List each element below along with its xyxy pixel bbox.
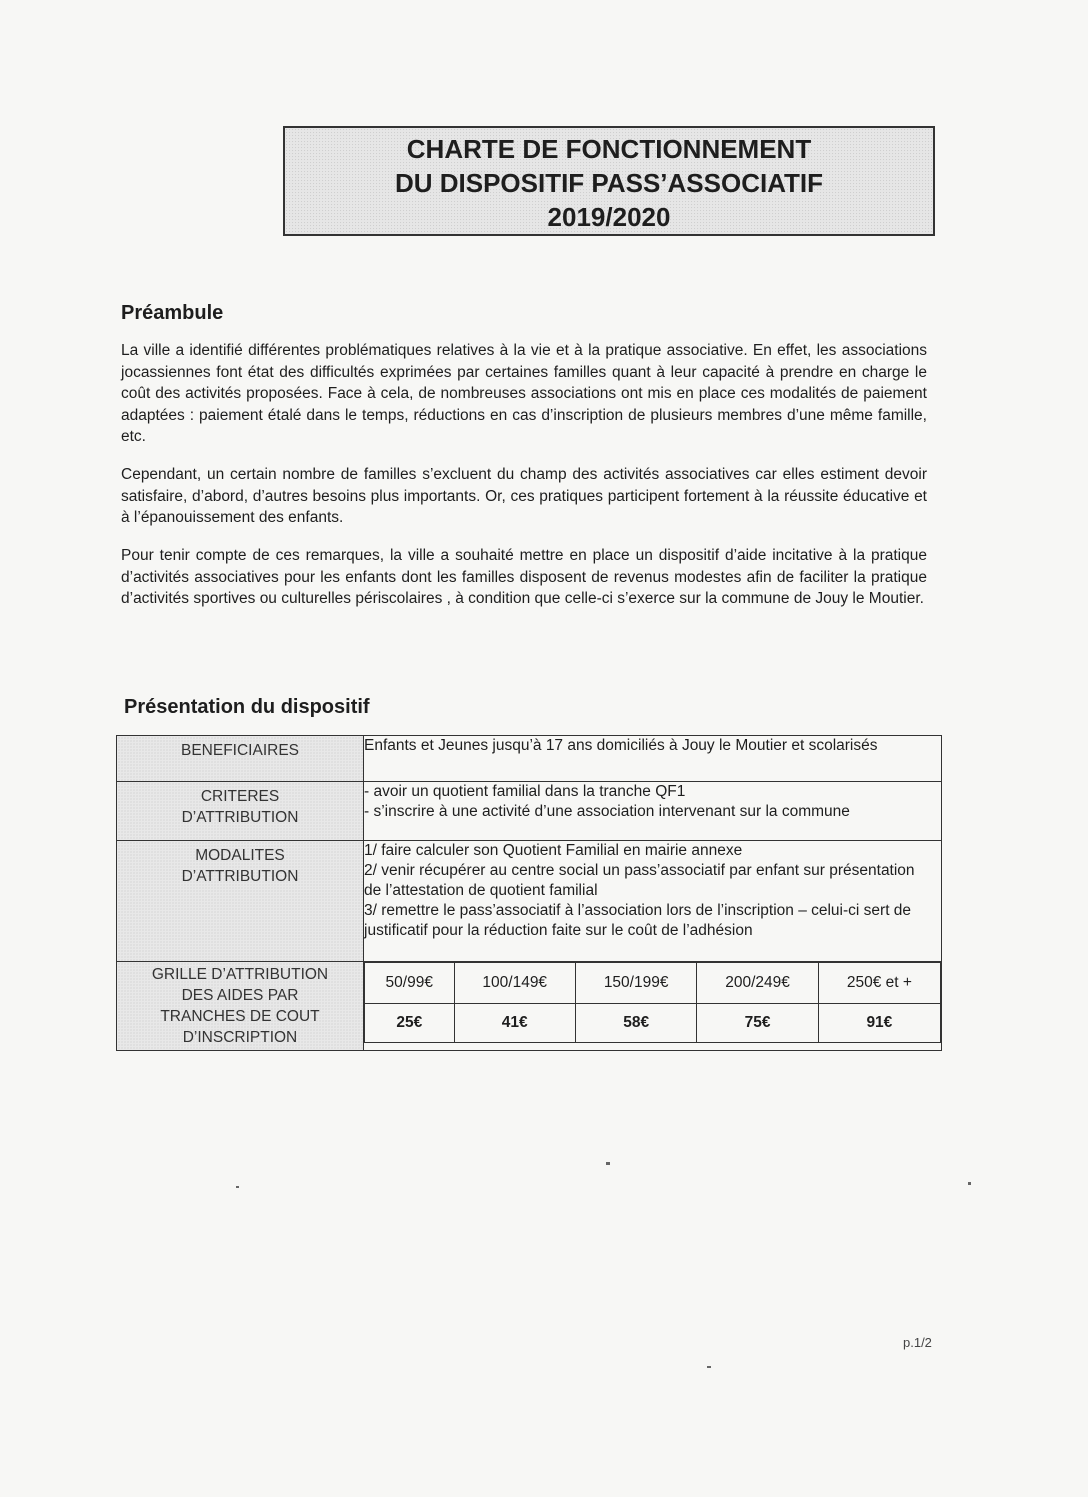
aide-1: 25€ <box>365 1004 455 1043</box>
scan-speck <box>707 1366 711 1368</box>
modalites-value-cell <box>364 841 942 962</box>
tranche-2: 100/149€ <box>454 963 575 1004</box>
aide-2: 41€ <box>454 1004 575 1043</box>
scan-speck <box>968 1182 971 1185</box>
criteres-label-cell <box>117 782 364 841</box>
table-row-grille <box>117 962 942 1051</box>
grille-label-line-1: GRILLE D’ATTRIBUTION <box>151 966 329 983</box>
aide-4: 75€ <box>697 1004 818 1043</box>
criteres-line-1: - avoir un quotient familial dans la tranche QF1 <box>364 783 686 800</box>
beneficiaires-value-cell <box>364 736 942 782</box>
table-row-criteres <box>117 782 942 841</box>
grille-label-cell <box>117 962 364 1051</box>
dispositif-table <box>116 735 942 1051</box>
beneficiaires-label-cell <box>117 736 364 782</box>
grille-label-line-2: DES AIDES PAR <box>181 987 299 1004</box>
grille-label-line-3: TRANCHES DE COUT <box>160 1008 320 1025</box>
criteres-value-cell <box>364 782 942 841</box>
preambule-paragraph-1: La ville a identifié différentes problématiques relatives à la vie et à la pratique associative. En effet, les associations jocassiennes font état des difficultés exprimées par certaines familles quant à leur capacité à prendre en charge le coût des activités proposées. Face à cela, de nombreuses associations ont mis en place ces modalités de paiement adaptées : paiement étalé dans le temps, réductions en cas d’inscription de plusieurs membres d’une même famille, etc. <box>121 342 927 445</box>
grille-tranches-row <box>365 963 941 1004</box>
table-row-beneficiaires <box>117 736 942 782</box>
grille-label-line-4: D’INSCRIPTION <box>182 1029 298 1046</box>
preambule-paragraph-2: Cependant, un certain nombre de familles s’excluent du champ des activités associatives car elles estiment devoir satisfaire, d’abord, d’autres besoins plus importants. Or, ces pratiques participent fortement à la réussite éducative et à l’épanouissement des enfants. <box>121 466 927 526</box>
preambule-paragraph-3: Pour tenir compte de ces remarques, la ville a souhaité mettre en place un dispositif d’aide incitative à la pratique d’activités associatives pour les enfants dont les familles disposent de revenus modestes afin de faciliter la pratique d’activités sportives ou culturelles périscolaires , à condition que celle-ci s’exerce sur la commune de Jouy le Moutier. <box>121 547 927 607</box>
title-line-1: CHARTE DE FONCTIONNEMENT <box>406 134 812 164</box>
grille-cell <box>364 962 942 1051</box>
grille-aides-row <box>365 1004 941 1043</box>
table-row-modalites <box>117 841 942 962</box>
criteres-label-line-1: CRITERES <box>200 788 280 805</box>
aide-5: 91€ <box>818 1004 940 1043</box>
beneficiaires-value: Enfants et Jeunes jusqu’à 17 ans domiciliés à Jouy le Moutier et scolarisés <box>364 737 878 754</box>
preambule-heading: Préambule <box>121 302 224 324</box>
title-line-3: 2019/2020 <box>547 202 671 232</box>
scan-speck <box>606 1162 610 1165</box>
modalites-line-3: 3/ remettre le pass’associatif à l’association lors de l’inscription – celui-ci sert de justificatif pour la réduction faite sur le coût de l’adhésion <box>364 902 912 939</box>
tranche-5: 250€ et + <box>818 963 940 1004</box>
criteres-line-2: - s’inscrire à une activité d’une association intervenant sur la commune <box>364 803 850 820</box>
modalites-label-line-1: MODALITES <box>195 847 285 864</box>
page-number: p.1/2 <box>903 1335 932 1350</box>
grille-table <box>364 962 941 1043</box>
criteres-label-line-2: D’ATTRIBUTION <box>181 809 299 826</box>
beneficiaires-label: BENEFICIAIRES <box>181 742 299 759</box>
modalites-line-2: 2/ venir récupérer au centre social un pass’associatif par enfant sur présentation de l’attestation de quotient familial <box>364 862 915 899</box>
modalites-line-1: 1/ faire calculer son Quotient Familial en mairie annexe <box>364 842 743 859</box>
modalites-label-line-2: D’ATTRIBUTION <box>181 868 299 885</box>
tranche-3: 150/199€ <box>575 963 696 1004</box>
tranche-4: 200/249€ <box>697 963 818 1004</box>
title-line-2: DU DISPOSITIF PASS’ASSOCIATIF <box>394 168 824 198</box>
modalites-label-cell <box>117 841 364 962</box>
aide-3: 58€ <box>575 1004 696 1043</box>
presentation-heading: Présentation du dispositif <box>124 696 370 718</box>
tranche-1: 50/99€ <box>365 963 455 1004</box>
title-box <box>283 126 935 236</box>
scan-speck <box>236 1186 239 1188</box>
